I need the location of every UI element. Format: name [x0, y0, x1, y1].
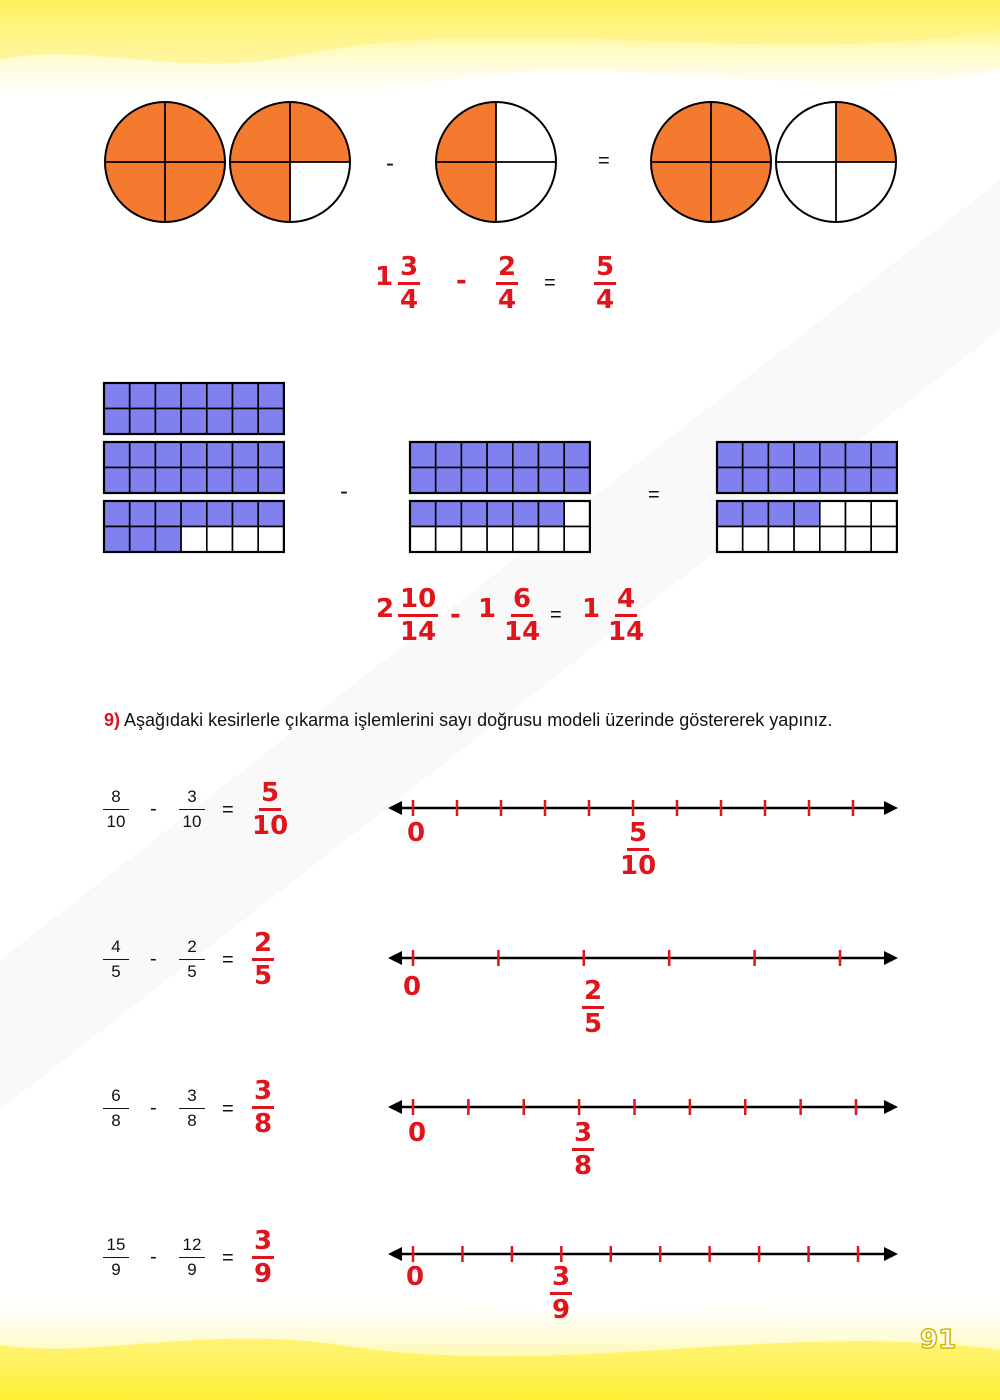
grid-answer-den-2: 14: [504, 617, 541, 647]
grid-answer-den-1: 14: [400, 617, 437, 647]
problem-4-subtrahend: [174, 1233, 210, 1282]
problem-4-equals: =: [222, 1247, 234, 1269]
problem-1-minuend-num: 8: [103, 785, 129, 810]
line-1-answer-label-num: 5: [627, 818, 649, 851]
page-number: 91: [920, 1325, 957, 1355]
problem-2-answer-num: 2: [252, 928, 274, 961]
problem-1-minuend: [98, 785, 134, 834]
problem-3-subtrahend-num: 3: [179, 1084, 205, 1109]
line-2-answer-label-num: 2: [582, 976, 604, 1009]
circles-answer-num-1: 3: [398, 252, 420, 285]
line-1-answer-label: [618, 818, 658, 881]
problem-1-answer: [250, 778, 290, 841]
problem-1-minuend-den: 10: [106, 812, 126, 831]
number-line-3-right-arrow: [884, 1100, 898, 1114]
grid-answer-whole-3: 1: [582, 594, 601, 624]
problem-3-equals: =: [222, 1098, 234, 1120]
line-1-zero-label: 0: [407, 818, 426, 848]
problem-3-answer: [252, 1076, 274, 1139]
problem-4-answer-num: 3: [252, 1226, 274, 1259]
problem-2-equals: =: [222, 949, 234, 971]
problem-1-minus: -: [150, 798, 157, 820]
line-2-answer-label: [582, 976, 604, 1039]
number-line-4-left-arrow: [388, 1247, 402, 1261]
grid-answer-num-3: 4: [615, 584, 637, 617]
problem-1-answer-num: 5: [259, 778, 281, 811]
problem-4-answer: [252, 1226, 274, 1289]
line-2-answer-label-den: 5: [584, 1009, 603, 1039]
circles-minus-sign: -: [386, 150, 394, 177]
question-number: 9): [104, 710, 121, 730]
number-line-3: [388, 1099, 898, 1115]
number-line-1-left-arrow: [388, 801, 402, 815]
number-line-4-right-arrow: [884, 1247, 898, 1261]
line-4-answer-label-num: 3: [550, 1262, 572, 1295]
problem-3-minuend-num: 6: [103, 1084, 129, 1109]
number-line-1-right-arrow: [884, 801, 898, 815]
grid-minus-sign: -: [340, 478, 348, 505]
grid-answer-whole-1: 2: [376, 594, 395, 624]
problem-4-answer-den: 9: [254, 1259, 273, 1289]
question-text: Aşağıdaki kesirlerle çıkarma işlemlerini sayı doğrusu modeli üzerinde göstererek yapınız.: [124, 710, 833, 730]
problem-2-minuend-num: 4: [103, 935, 129, 960]
problem-1-subtrahend-num: 3: [179, 785, 205, 810]
problem-3-subtrahend: [174, 1084, 210, 1133]
problem-4-minuend-den: 9: [111, 1260, 121, 1279]
circles-answer-whole: 1: [375, 262, 394, 292]
number-line-3-left-arrow: [388, 1100, 402, 1114]
circles-answer-num-3: 5: [594, 252, 616, 285]
problem-3-minus: -: [150, 1097, 157, 1119]
problem-3-minuend-den: 8: [111, 1111, 121, 1130]
line-4-answer-label: [550, 1262, 572, 1325]
problem-2-subtrahend-den: 5: [187, 962, 197, 981]
problem-3-answer-den: 8: [254, 1109, 273, 1139]
line-2-zero-label: 0: [403, 972, 422, 1002]
number-line-4: [388, 1246, 898, 1262]
problem-4-minus: -: [150, 1246, 157, 1268]
circles-answer-num-2: 2: [496, 252, 518, 285]
circles-answer-den-3: 4: [596, 285, 615, 315]
grid-equals-sign: =: [648, 484, 660, 506]
problem-4-subtrahend-num: 12: [179, 1233, 205, 1258]
problem-4-subtrahend-den: 9: [187, 1260, 197, 1279]
problem-2-answer: [252, 928, 274, 991]
line-3-answer-label: [572, 1118, 594, 1181]
problem-3-subtrahend-den: 8: [187, 1111, 197, 1130]
problem-3-minuend: [98, 1084, 134, 1133]
problem-4-minuend-num: 15: [103, 1233, 129, 1258]
number-line-2-left-arrow: [388, 951, 402, 965]
circles-equals-sign: =: [598, 150, 610, 172]
problem-2-subtrahend-num: 2: [179, 935, 205, 960]
grid-answer-num-2: 6: [511, 584, 533, 617]
number-line-1: [388, 800, 898, 816]
circles-answer-den-1: 4: [400, 285, 419, 315]
problem-4-minuend: [98, 1233, 134, 1282]
circles-answer-minus: -: [456, 266, 467, 296]
circles-answer-den-2: 4: [498, 285, 517, 315]
circles-answer-equals: =: [544, 272, 556, 294]
problem-2-answer-den: 5: [254, 961, 273, 991]
problem-2-minuend: [98, 935, 134, 984]
problem-1-subtrahend: [174, 785, 210, 834]
problem-2-subtrahend: [174, 935, 210, 984]
line-3-answer-label-num: 3: [572, 1118, 594, 1151]
grid-answer-den-3: 14: [608, 617, 645, 647]
grid-answer-equals: =: [550, 604, 562, 626]
line-4-answer-label-den: 9: [552, 1295, 571, 1325]
line-3-zero-label: 0: [408, 1118, 427, 1148]
problem-1-equals: =: [222, 799, 234, 821]
problem-2-minuend-den: 5: [111, 962, 121, 981]
number-line-2: [388, 950, 898, 966]
problem-1-subtrahend-den: 10: [182, 812, 202, 831]
line-4-zero-label: 0: [406, 1262, 425, 1292]
problem-1-answer-den: 10: [252, 811, 289, 841]
grid-answer-num-1: 10: [398, 584, 438, 617]
problem-2-minus: -: [150, 948, 157, 970]
number-line-2-right-arrow: [884, 951, 898, 965]
line-1-answer-label-den: 10: [620, 851, 657, 881]
line-3-answer-label-den: 8: [574, 1151, 593, 1181]
grid-answer-minus: -: [450, 600, 461, 630]
grid-answer-whole-2: 1: [478, 594, 497, 624]
problem-3-answer-num: 3: [252, 1076, 274, 1109]
